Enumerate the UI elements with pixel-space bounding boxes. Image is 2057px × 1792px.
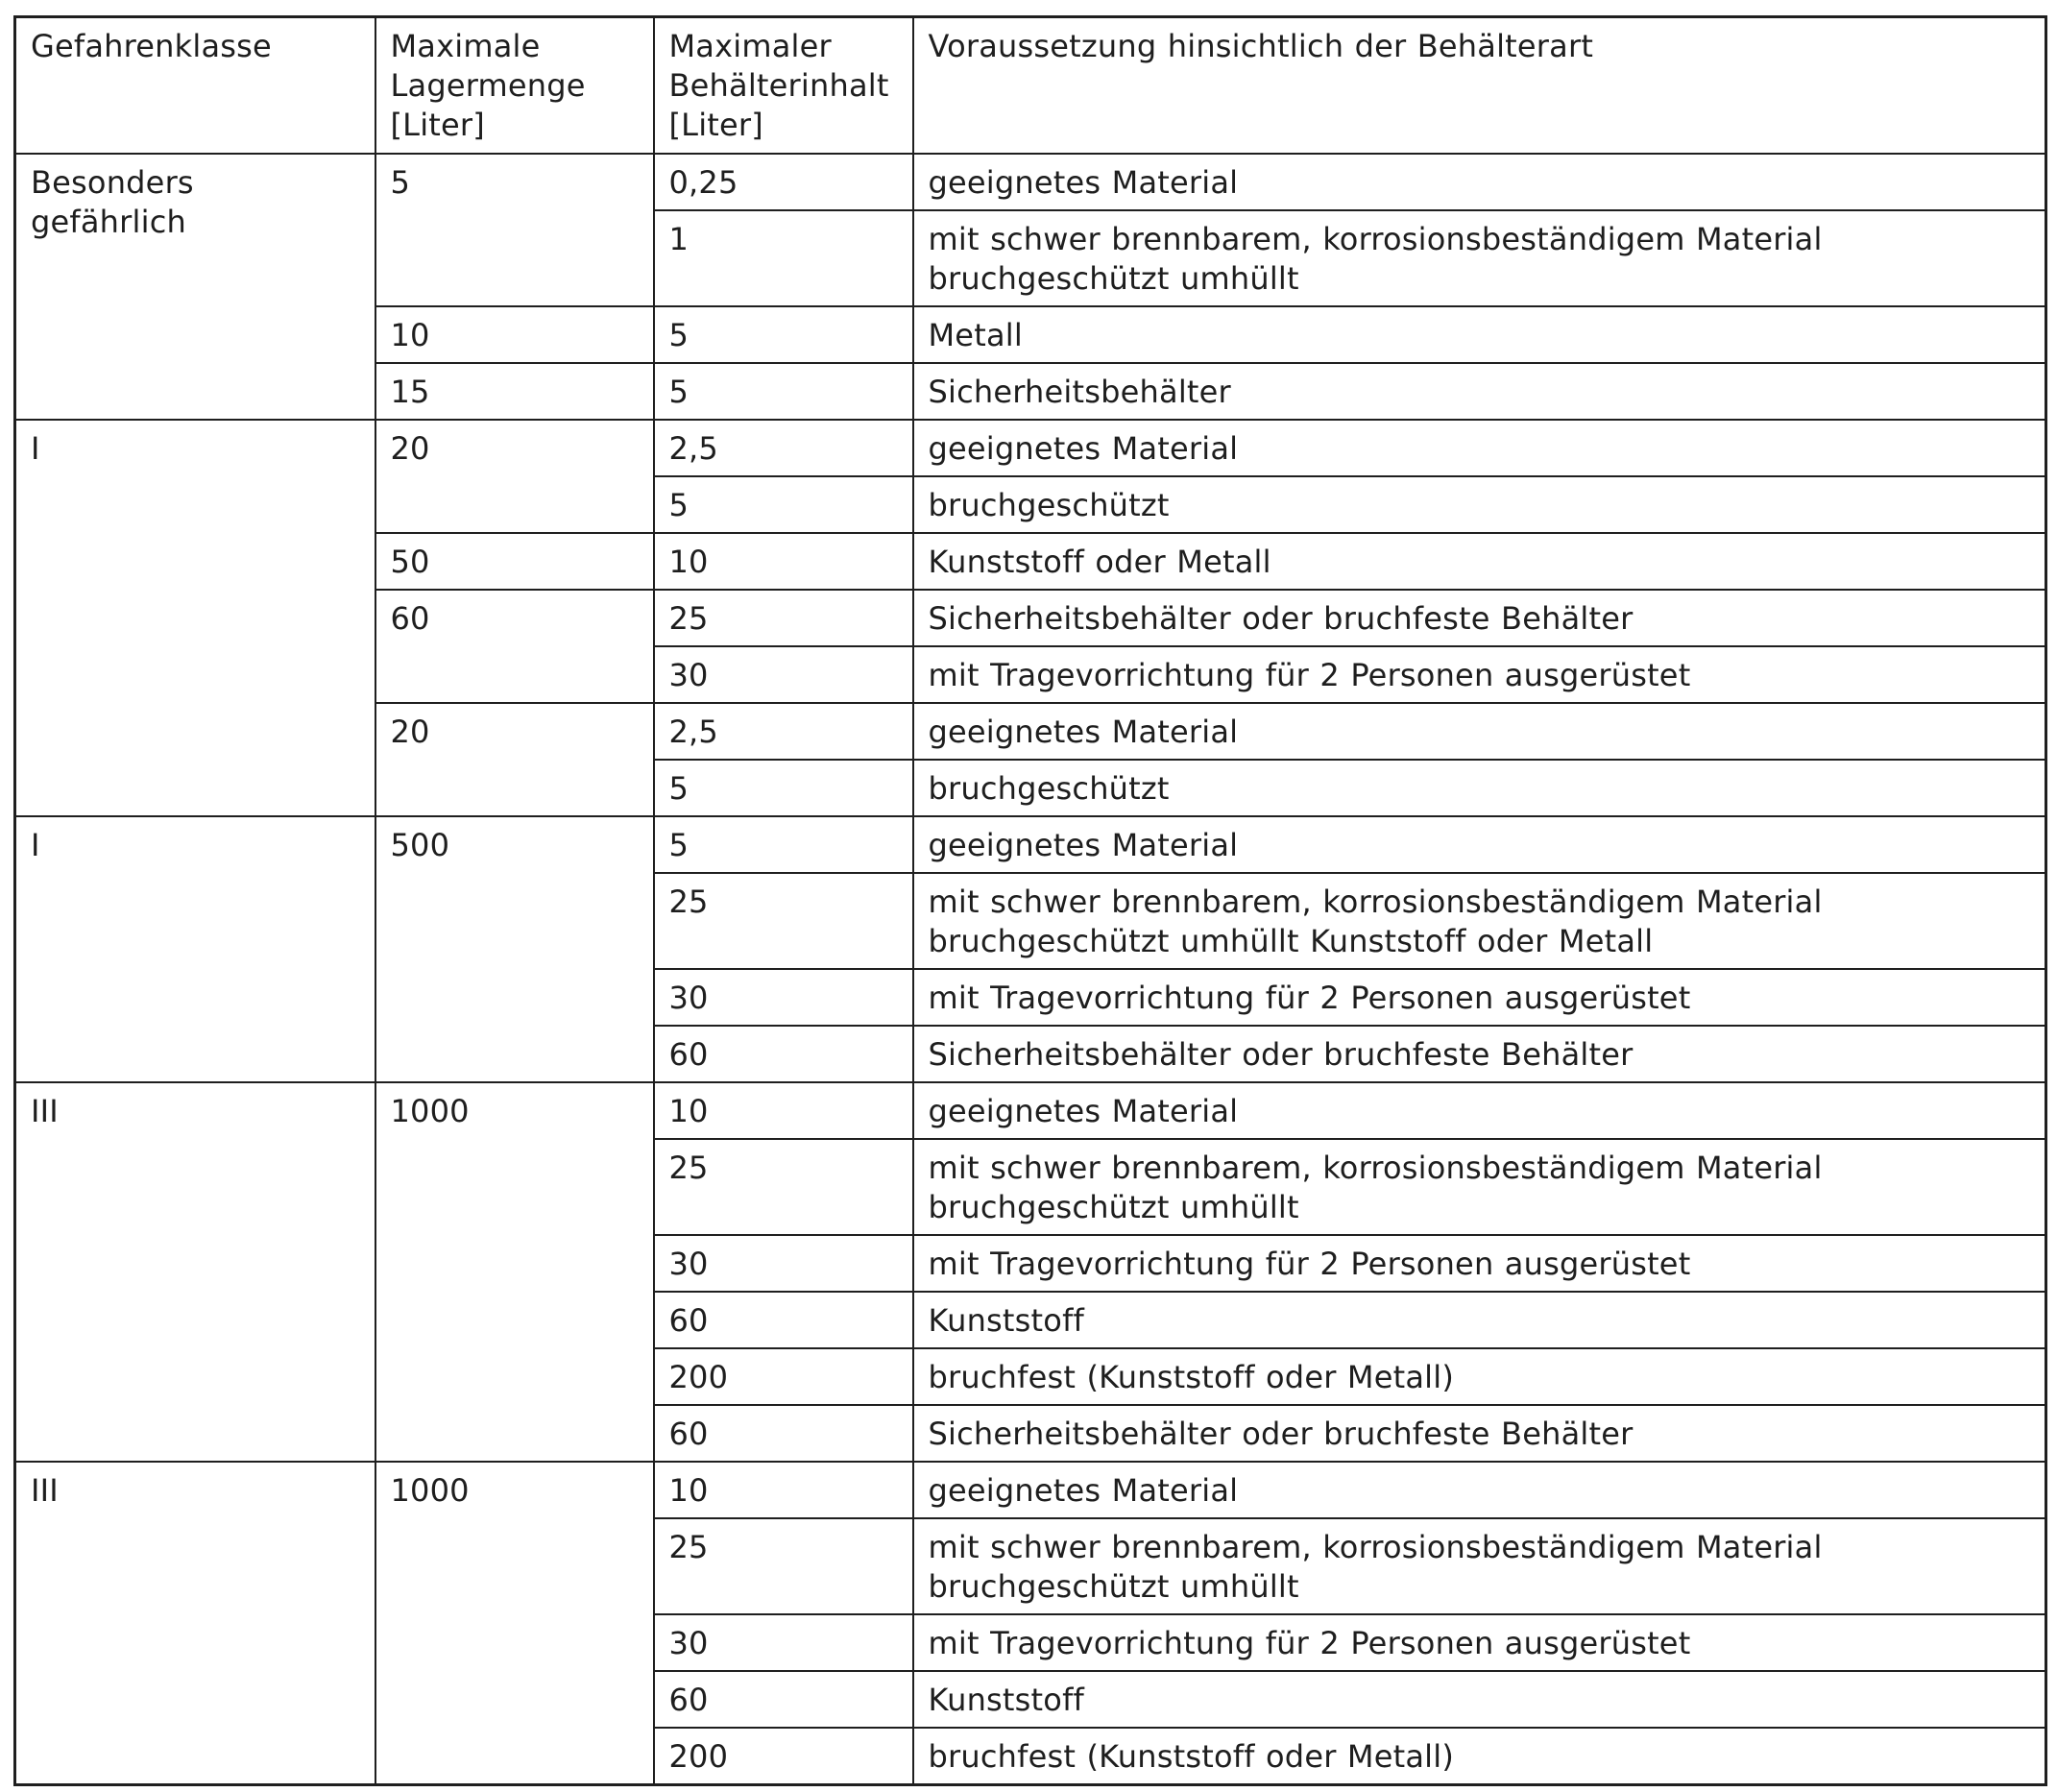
header-voraussetzung: Voraussetzung hinsichtlich der Behälterart bbox=[913, 17, 2046, 155]
header-max-behaelterinhalt: Maximaler Behälterinhalt [Liter] bbox=[654, 17, 913, 155]
cell-max-behaelterinhalt: 25 bbox=[654, 1518, 913, 1614]
cell-max-behaelterinhalt: 5 bbox=[654, 363, 913, 420]
cell-voraussetzung: geeignetes Material bbox=[913, 816, 2046, 873]
cell-max-behaelterinhalt: 5 bbox=[654, 306, 913, 363]
cell-voraussetzung: geeignetes Material bbox=[913, 1082, 2046, 1139]
cell-max-lagermenge: 10 bbox=[375, 306, 654, 363]
cell-voraussetzung: Sicherheitsbehälter oder bruchfeste Behälter bbox=[913, 1405, 2046, 1462]
cell-max-behaelterinhalt: 2,5 bbox=[654, 420, 913, 476]
cell-voraussetzung: geeignetes Material bbox=[913, 154, 2046, 210]
cell-max-behaelterinhalt: 25 bbox=[654, 590, 913, 646]
storage-requirements-table bbox=[13, 15, 2047, 1786]
cell-max-behaelterinhalt: 30 bbox=[654, 969, 913, 1026]
cell-voraussetzung: mit Tragevorrichtung für 2 Personen ausgerüstet bbox=[913, 969, 2046, 1026]
cell-max-behaelterinhalt: 60 bbox=[654, 1405, 913, 1462]
cell-max-behaelterinhalt: 1 bbox=[654, 210, 913, 306]
cell-voraussetzung: Kunststoff bbox=[913, 1292, 2046, 1348]
table-row bbox=[15, 420, 2046, 476]
header-gefahrenklasse: Gefahrenklasse bbox=[15, 17, 375, 155]
cell-voraussetzung: geeignetes Material bbox=[913, 703, 2046, 760]
table-row bbox=[15, 816, 2046, 873]
table-row bbox=[15, 1462, 2046, 1518]
cell-max-behaelterinhalt: 30 bbox=[654, 646, 913, 703]
cell-max-behaelterinhalt: 200 bbox=[654, 1728, 913, 1785]
cell-voraussetzung: Sicherheitsbehälter bbox=[913, 363, 2046, 420]
cell-voraussetzung: Kunststoff bbox=[913, 1671, 2046, 1728]
cell-max-behaelterinhalt: 2,5 bbox=[654, 703, 913, 760]
header-max-lagermenge: Maximale Lagermenge [Liter] bbox=[375, 17, 654, 155]
cell-max-behaelterinhalt: 10 bbox=[654, 533, 913, 590]
cell-max-lagermenge: 15 bbox=[375, 363, 654, 420]
header-row bbox=[15, 17, 2046, 155]
cell-voraussetzung: mit Tragevorrichtung für 2 Personen ausgerüstet bbox=[913, 1235, 2046, 1292]
cell-voraussetzung: mit schwer brennbarem, korrosionsbeständigem Material bruchgeschützt umhüllt bbox=[913, 210, 2046, 306]
cell-max-behaelterinhalt: 30 bbox=[654, 1614, 913, 1671]
cell-gefahrenklasse: I bbox=[15, 420, 375, 816]
cell-max-behaelterinhalt: 5 bbox=[654, 476, 913, 533]
cell-max-lagermenge: 500 bbox=[375, 816, 654, 1082]
cell-max-behaelterinhalt: 10 bbox=[654, 1462, 913, 1518]
cell-gefahrenklasse: I bbox=[15, 816, 375, 1082]
cell-voraussetzung: mit Tragevorrichtung für 2 Personen ausgerüstet bbox=[913, 646, 2046, 703]
cell-max-behaelterinhalt: 25 bbox=[654, 1139, 913, 1235]
cell-max-behaelterinhalt: 25 bbox=[654, 873, 913, 969]
cell-max-behaelterinhalt: 60 bbox=[654, 1292, 913, 1348]
cell-voraussetzung: bruchfest (Kunststoff oder Metall) bbox=[913, 1348, 2046, 1405]
cell-voraussetzung: bruchfest (Kunststoff oder Metall) bbox=[913, 1728, 2046, 1785]
cell-max-behaelterinhalt: 10 bbox=[654, 1082, 913, 1139]
cell-max-lagermenge: 5 bbox=[375, 154, 654, 306]
cell-max-behaelterinhalt: 60 bbox=[654, 1026, 913, 1082]
cell-max-lagermenge: 20 bbox=[375, 703, 654, 816]
cell-gefahrenklasse: Besonders gefährlich bbox=[15, 154, 375, 420]
cell-max-behaelterinhalt: 200 bbox=[654, 1348, 913, 1405]
cell-max-lagermenge: 50 bbox=[375, 533, 654, 590]
cell-gefahrenklasse: III bbox=[15, 1082, 375, 1462]
cell-voraussetzung: mit schwer brennbarem, korrosionsbeständigem Material bruchgeschützt umhüllt Kunststoff oder Metall bbox=[913, 873, 2046, 969]
table-body bbox=[15, 17, 2046, 1785]
cell-max-behaelterinhalt: 0,25 bbox=[654, 154, 913, 210]
cell-voraussetzung: bruchgeschützt bbox=[913, 476, 2046, 533]
table-row bbox=[15, 154, 2046, 210]
cell-max-behaelterinhalt: 30 bbox=[654, 1235, 913, 1292]
cell-voraussetzung: geeignetes Material bbox=[913, 1462, 2046, 1518]
cell-max-behaelterinhalt: 60 bbox=[654, 1671, 913, 1728]
cell-voraussetzung: Metall bbox=[913, 306, 2046, 363]
cell-voraussetzung: Kunststoff oder Metall bbox=[913, 533, 2046, 590]
cell-gefahrenklasse: III bbox=[15, 1462, 375, 1785]
cell-max-lagermenge: 60 bbox=[375, 590, 654, 703]
cell-voraussetzung: mit schwer brennbarem, korrosionsbeständigem Material bruchgeschützt umhüllt bbox=[913, 1518, 2046, 1614]
cell-voraussetzung: Sicherheitsbehälter oder bruchfeste Behälter bbox=[913, 1026, 2046, 1082]
cell-max-behaelterinhalt: 5 bbox=[654, 816, 913, 873]
cell-voraussetzung: geeignetes Material bbox=[913, 420, 2046, 476]
table-row bbox=[15, 1082, 2046, 1139]
cell-voraussetzung: bruchgeschützt bbox=[913, 760, 2046, 816]
cell-voraussetzung: mit schwer brennbarem, korrosionsbeständigem Material bruchgeschützt umhüllt bbox=[913, 1139, 2046, 1235]
cell-max-behaelterinhalt: 5 bbox=[654, 760, 913, 816]
cell-voraussetzung: mit Tragevorrichtung für 2 Personen ausgerüstet bbox=[913, 1614, 2046, 1671]
cell-max-lagermenge: 20 bbox=[375, 420, 654, 533]
cell-max-lagermenge: 1000 bbox=[375, 1082, 654, 1462]
cell-max-lagermenge: 1000 bbox=[375, 1462, 654, 1785]
cell-voraussetzung: Sicherheitsbehälter oder bruchfeste Behälter bbox=[913, 590, 2046, 646]
